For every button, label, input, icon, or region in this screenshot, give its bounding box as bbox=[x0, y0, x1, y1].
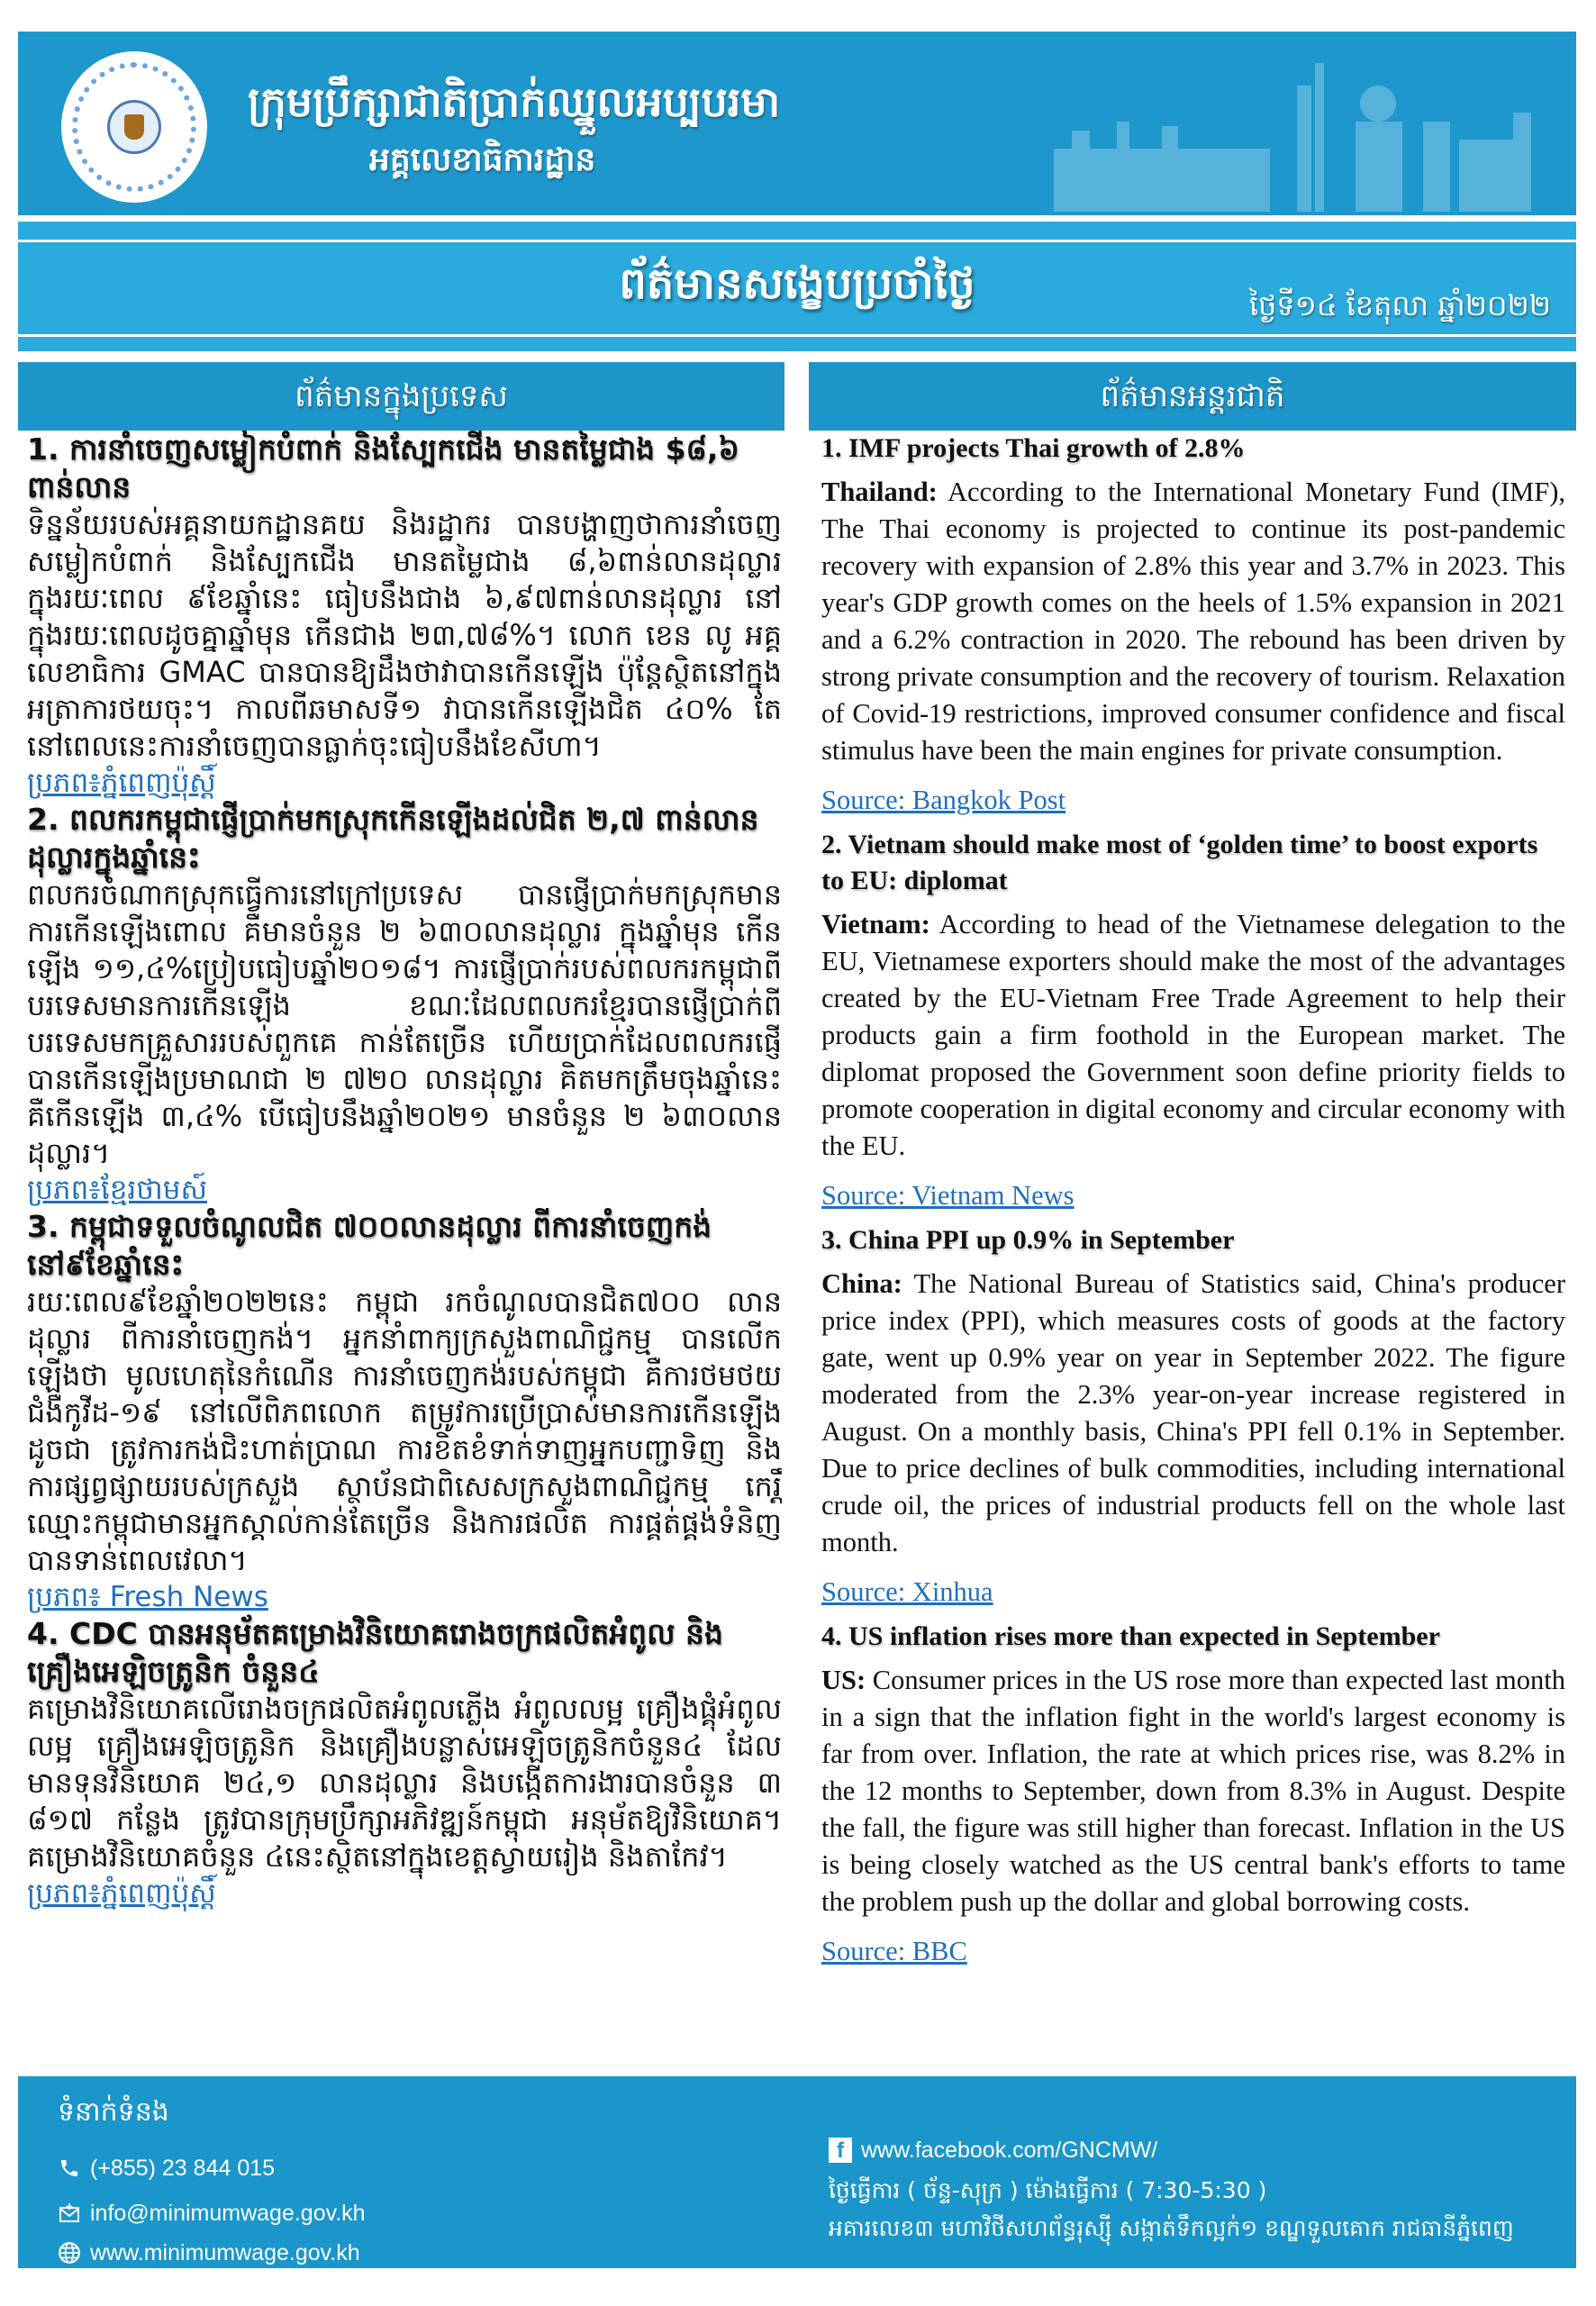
phone-number: (+855) 23 844 015 bbox=[90, 2156, 276, 2181]
domestic-news-column bbox=[27, 431, 782, 2070]
article-country-label: US: bbox=[821, 1665, 866, 1695]
article-body: រយៈពេល៩ខែឆ្នាំ២០២២នេះ កម្ពុជា រកចំណូលបានជិត៧០០ លានដុល្លារ ពីការនាំចេញកង់។ អ្នកនាំពាក្យក្រសួងពាណិជ្ជកម្ម បានលើកឡើងថា មូលហេតុនៃកំណើន ការនាំចេញកង់របស់កម្ពុជា គឺការថមថយជំងឺកូវីដ-១៩ នៅលើពិភពលោក តម្រូវការប្រើប្រាស់មានការកើនឡើងដូចជា ត្រូវការកង់ជិះហាត់ប្រាណ ការខិតខំទាក់ទាញអ្នកបញ្ជាទិញ និងការផ្សព្វផ្សាយរបស់ក្រសួង ស្ថាប័នជាពិសេសក្រសួងពាណិជ្ជកម្ម កេរ្តិ៍ឈ្មោះកម្ពុជាមានអ្នកស្គាល់កាន់តែច្រើន និងការផលិត ការផ្គត់ផ្គង់ទំនិញបានទាន់ពេលវេលា។ bbox=[27, 1285, 782, 1577]
article-text: The National Bureau of Statistics said, China's producer price index (PPI), which measures costs of goods at the factory gate, went up 0.9% year on year in September 2022. The figure moderated from the 2.3% year-on-year increase registered in August. On a monthly basis, China's PPI fell 0.1% in September. Due to price declines of bulk commodities, including international crude oil, the prices of industrial products fell on the whole last month. bbox=[821, 1268, 1565, 1557]
article-body bbox=[821, 1662, 1565, 1920]
office-address: អគារលេខ៣ មហាវិថីសហព័ន្ធរុស្ស៊ី សង្កាត់ទឹកល្អក់១ ខណ្ឌទួលគោក រាជធានីភ្នំពេញ bbox=[829, 2215, 1514, 2241]
article-title: 3. China PPI up 0.9% in September bbox=[821, 1225, 1235, 1255]
website-contact[interactable] bbox=[58, 2238, 360, 2267]
contact-footer bbox=[18, 2076, 1576, 2268]
contact-title: ទំនាក់ទំនង bbox=[58, 2096, 169, 2128]
organization-name: ក្រុមប្រឹក្សាជាតិប្រាក់ឈ្នួលអប្បបរមា bbox=[248, 77, 781, 126]
article-source-link[interactable]: ប្រភព៖ភ្នំពេញប៉ុស្តិ៍ bbox=[27, 1877, 216, 1910]
logo-emblem bbox=[107, 100, 161, 154]
international-article bbox=[821, 1619, 1565, 1978]
decorative-stripe bbox=[18, 222, 1576, 240]
facebook-url: www.facebook.com/GNCMW/ bbox=[861, 2138, 1158, 2163]
domestic-article bbox=[27, 1208, 782, 1615]
page-title: ព័ត៌មានសង្ខេបប្រចាំថ្ងៃ bbox=[619, 259, 975, 309]
website-url: www.minimumwage.gov.kh bbox=[90, 2240, 360, 2265]
domestic-article bbox=[27, 801, 782, 1208]
header-banner bbox=[18, 32, 1576, 215]
domestic-news-heading: ព័ត៌មានក្នុងប្រទេស bbox=[18, 362, 784, 431]
article-title: 1. ការនាំចេញសម្លៀកបំពាក់ និងស្បែកជើង មានតម្លៃជាង $៨,៦ ពាន់លាន bbox=[27, 431, 739, 504]
article-title: 2. ពលករកម្ពុជាផ្ញើប្រាក់មកស្រុកកើនឡើងដល់ជិត ២,៧ ពាន់លានដុល្លារក្នុងឆ្នាំនេះ bbox=[27, 802, 759, 875]
article-body: គម្រោងវិនិយោគលើរោងចក្រផលិតអំពូលភ្លើង អំពូលលម្អ គ្រឿងផ្គុំអំពូលលម្អ គ្រឿងអេឡិចត្រូនិក និងគ្រឿងបន្លាស់អេឡិចត្រូនិកចំនួន៤ ដែលមានទុនវិនិយោគ ២៤,១ លានដុល្លារ និងបង្កើតការងារបានចំនួន ៣ ៨១៧ កន្លែង ត្រូវបានក្រុមប្រឹក្សាអភិវឌ្ឍន៍កម្ពុជា អនុម័តឱ្យវិនិយោគ។ គម្រោងវិនិយោគចំនួន ៤នេះស្ថិតនៅក្នុងខេត្តស្វាយរៀង និងតាកែវ។ bbox=[27, 1692, 782, 1874]
port-skyline-illustration bbox=[1036, 50, 1540, 215]
article-country-label: Vietnam: bbox=[821, 909, 930, 940]
article-country-label: China: bbox=[821, 1268, 902, 1299]
globe-icon bbox=[58, 2241, 81, 2265]
article-title: 4. CDC បានអនុម័តគម្រោងវិនិយោគរោងចក្រផលិតអំពូល និងគ្រឿងអេឡិចត្រូនិក ចំនួន៤ bbox=[27, 1616, 723, 1689]
international-article bbox=[821, 827, 1565, 1222]
logo-ring bbox=[72, 62, 196, 192]
article-text: According to the International Monetary Fund (IMF), The Thai economy is projected to continue its post-pandemic recovery with expansion of 2.8% this year and 3.7% in 2023. This year's GDP growth comes on the heels of 1.5% expansion in 2021 and a 6.2% contraction in 2020. The rebound has been driven by strong private consumption and the recovery of tourism. Relaxation of Covid-19 restrictions, improved consumer confidence and fiscal stimulus have been the main engines for private consumption. bbox=[821, 477, 1565, 766]
article-body: ពលករចំណាកស្រុកធ្វើការនៅក្រៅប្រទេស បានផ្ញើប្រាក់មកស្រុកមានការកើនឡើងពោល គឺមានចំនួន ២ ៦៣០លានដុល្លារ ក្នុងឆ្នាំមុន កើនឡើង ១១,៤%ប្រៀបធៀបឆ្នាំ២០១៨។ ការផ្ញើប្រាក់របស់ពលករកម្ពុជាពីបរទេសមានការកើនឡើង ខណៈដែលពលករខ្មែរបានផ្ញើប្រាក់ពីបរទេសមកគ្រួសាររបស់ពួកគេ កាន់តែច្រើន ហើយប្រាក់ដែលពលករផ្ញើបានកើនឡើងប្រមាណជា ២ ៧២០ លានដុល្លារ គិតមកត្រឹមចុងឆ្នាំនេះ គឺកើនឡើង ៣,៤% បើធៀបនឹងឆ្នាំ២០២១ មានចំនួន ២ ៦៣០លានដុល្លារ។ bbox=[27, 877, 782, 1170]
phone-icon bbox=[58, 2156, 81, 2180]
decorative-stripe bbox=[18, 337, 1576, 351]
article-title: 3. កម្ពុជាទទួលចំណូលជិត ៧០០លានដុល្លារ ពីការនាំចេញកង់ នៅ៩ខែឆ្នាំនេះ bbox=[27, 1209, 712, 1282]
article-title: 4. US inflation rises more than expected in September bbox=[821, 1621, 1440, 1651]
article-country-label: Thailand: bbox=[821, 477, 938, 507]
article-text: According to head of the Vietnamese delegation to the EU, Vietnamese exporters should make the most of the advantages created by the EU-Vietnam Free Trade Agreement to help their products gain a firm foothold in the European market. The diplomat proposed the Government soon define priority fields to promote cooperation in digital economy and circular economy with the EU. bbox=[821, 909, 1565, 1161]
facebook-icon: f bbox=[829, 2138, 852, 2163]
article-source-link[interactable]: ប្រភព៖ Fresh News bbox=[27, 1581, 268, 1613]
organization-subtitle: អគ្គលេខាធិការដ្ឋាន bbox=[369, 141, 596, 178]
article-source-link[interactable]: Source: Bangkok Post bbox=[821, 785, 1066, 815]
domestic-article bbox=[27, 1615, 782, 1911]
article-source-link[interactable]: Source: Xinhua bbox=[821, 1576, 993, 1607]
article-source-link[interactable]: Source: BBC bbox=[821, 1936, 967, 1966]
international-article bbox=[821, 431, 1565, 827]
mail-icon bbox=[58, 2202, 81, 2225]
organization-logo bbox=[61, 51, 207, 203]
international-article bbox=[821, 1222, 1565, 1619]
facebook-contact[interactable] bbox=[829, 2136, 1157, 2165]
email-address: info@minimumwage.gov.kh bbox=[90, 2201, 366, 2226]
article-title: 2. Vietnam should make most of ‘golden time’ to boost exports to EU: diplomat bbox=[821, 830, 1538, 895]
international-news-heading: ព័ត៌មានអន្តរជាតិ bbox=[809, 362, 1576, 431]
logo-cup-icon bbox=[124, 114, 144, 140]
article-text: Consumer prices in the US rose more than expected last month in a sign that the inflation fight in the world's largest economy is far from over. Inflation, the rate at which prices rise, was 8.2% in the 12 months to September, down from 8.3% in August. Despite the fall, the figure was still higher than forecast. Inflation in the US is being closely watched as the US central bank's efforts to tame the problem push up the dollar and global borrowing costs. bbox=[821, 1665, 1565, 1917]
phone-contact[interactable] bbox=[58, 2154, 275, 2183]
email-contact[interactable] bbox=[58, 2199, 366, 2228]
article-source-link[interactable]: ប្រភព៖ភ្នំពេញប៉ុស្តិ៍ bbox=[27, 767, 216, 799]
issue-date: ថ្ងៃទី១៤ ខែតុលា ឆ្នាំ២០២២ bbox=[1248, 288, 1551, 322]
article-source-link[interactable]: ប្រភព៖ខ្មែរថាមស៍ bbox=[27, 1174, 207, 1206]
article-body bbox=[821, 906, 1565, 1165]
international-news-column bbox=[821, 431, 1565, 2070]
article-body bbox=[821, 474, 1565, 769]
title-band bbox=[18, 242, 1576, 334]
office-hours: ថ្ងៃធ្វើការ ( ច័ន្ទ-សុក្រ ) ម៉ោងធ្វើការ ( 7:30-5:30 ) bbox=[829, 2177, 1267, 2203]
article-source-link[interactable]: Source: Vietnam News bbox=[821, 1180, 1075, 1211]
domestic-article bbox=[27, 431, 782, 801]
article-body bbox=[821, 1266, 1565, 1561]
article-body: ទិន្នន័យរបស់អគ្គនាយកដ្ឋានគយ និងរដ្ឋាករ បានបង្ហាញថាការនាំចេញសម្លៀកបំពាក់ និងស្បែកជើង មានតម្លៃជាង ៨,៦ពាន់លានដុល្លារ ក្នុងរយៈពេល ៩ខែឆ្នាំនេះ ធៀបនឹងជាង ៦,៩៧ពាន់លានដុល្លារ នៅក្នុងរយៈពេលដូចគ្នាឆ្នាំមុន កើនជាង ២៣,៧៨%។ លោក ខេន លូ អគ្គលេខាធិការ GMAC បានបានឱ្យដឹងថាវាបានកើនឡើង ប៉ុន្តែស្ថិតនៅក្នុងអត្រាការថយចុះ។ កាលពីឆមាសទី១ វាបានកើនឡើងជិត ៤០% តែនៅពេលនេះការនាំចេញបានធ្លាក់ចុះធៀបនឹងខែសីហា។ bbox=[27, 507, 782, 763]
article-title: 1. IMF projects Thai growth of 2.8% bbox=[821, 433, 1246, 463]
